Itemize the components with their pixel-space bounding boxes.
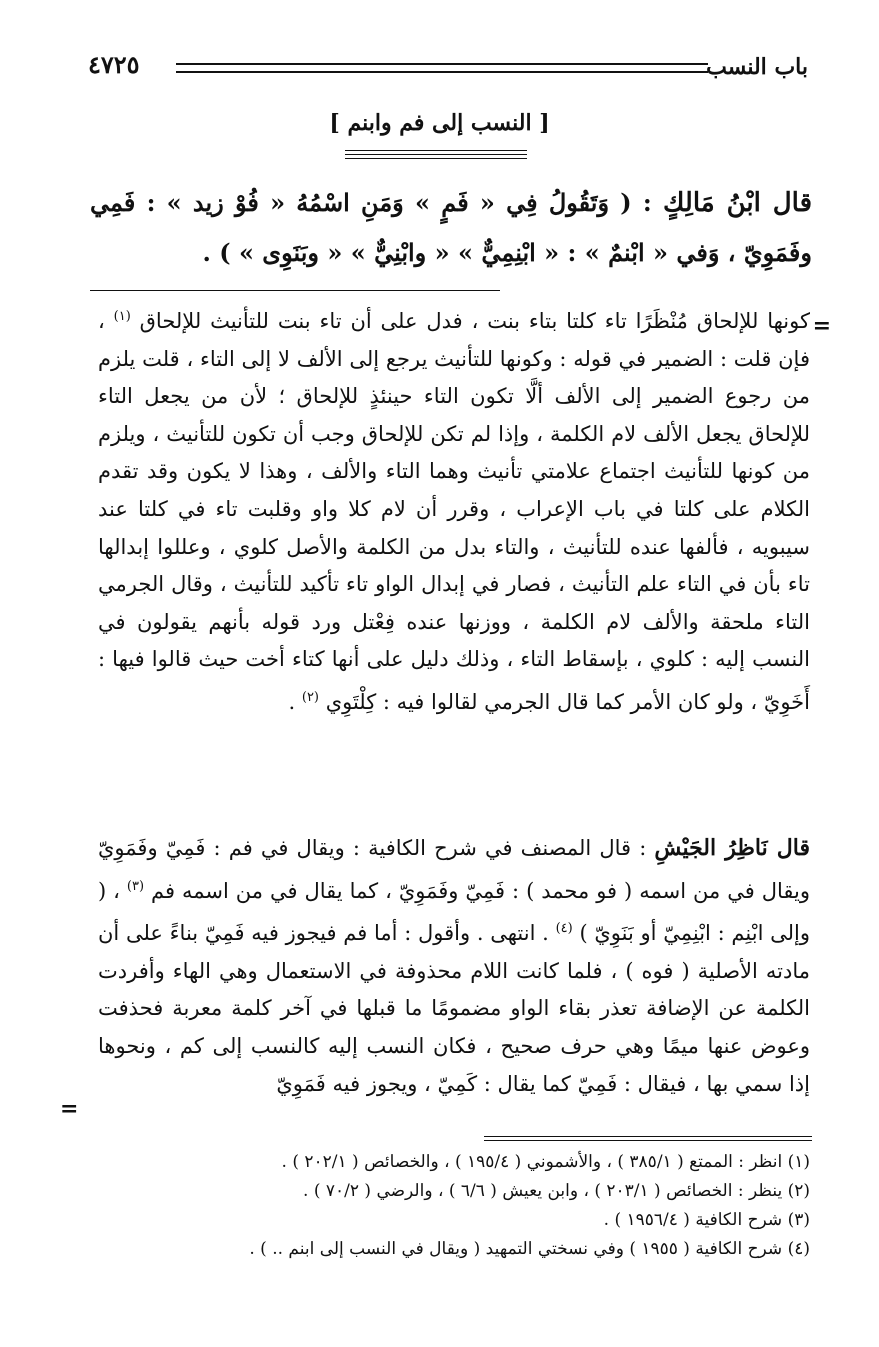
continuation-mark-bottom: = — [60, 1096, 79, 1122]
paragraph-text: ، ( وإلى ابْنِم : ابْنِمِيّ أو بَنَوِيّ ) — [98, 878, 811, 946]
verse-separator-rule — [90, 290, 500, 291]
footnote-ref-4[interactable]: (٤) — [555, 921, 573, 937]
footnote-ref-1[interactable]: (١) — [113, 309, 131, 324]
chapter-title: باب النسب — [706, 54, 808, 80]
verse-text: : ( وَتَقُولُ فِي « فَمٍ » وَمَنِ اسْمُهُ « فُوْ زيد » : فَمِي وفَمَوِيّ ، وَفي « ابْنمٌ » : « ابْنِمِيٌّ » « وابْنِيٌّ » « وبَنَوِى » ) . — [90, 188, 812, 267]
section-title-rules — [345, 150, 527, 162]
verse-author: قال ابْنُ مَالِكٍ — [662, 188, 813, 218]
paragraph-text: ، فإن قلت : الضمير في قوله : وكونها للتأنيث يرجع إلى الألف لا إلى التاء ، قلت يلزم من رجوع الضمير إلى الألف ألَّا تكون التاء حينئذٍ للإلحاق ؛ لأن من يجعل التاء للإلحاق يجعل الألف لام الكلمة ، وإذا لم تكن للإلحاق وجب أن تكون للتأنيث ، ويلزم من كونها للتأنيث اجتماع علامتي تأنيث وهما التاء والألف ، وهذا لا يكون وقد تقدم الكلام على كلتا في باب الإعراب ، وقرر أن لام كلا واو وقلبت تاء في كلتا عند سيبويه ، فألفها عنده للتأنيث ، والتاء بدل من الكلمة والأصل كلوي ، وعللوا إبدالها تاء بأن في التاء علم التأنيث ، فصار في إبدال الواو تاء تأكيد للتأنيث ، وقال الجرمي التاء ملحقة والألف لام الكلمة ، ووزنها عنده فِعْتل ورد قوله بأنهم يقولون في النسب إليه : كلوي ، بإسقاط التاء ، وذلك دليل على أنها كتاء أخت حيث قالوا فيها : أَخَوِيّ ، ولو كان الأمر كما قال الجرمي لقالوا فيه : كِلْتَوِي — [98, 309, 810, 714]
header-double-rule — [176, 63, 708, 73]
commentary-paragraph-1 — [98, 298, 810, 722]
footnote-4: (٤) شرح الكافية ( ١٩٥٥ ) وفي نسختي التمهيد ( ويقال في النسب إلى ابنم .. ) . — [249, 1239, 810, 1259]
paragraph-text: . انتهى . وأقول : أما فم فيجوز فيه فَمِيّ بناءً على أن مادته الأصلية ( فوه ) ، فلما كانت اللام محذوفة في الاستعمال وهي الهاء وأفردت الكلمة عن الإضافة تعذر بقاء الواو مضمومًا ما قبلها في آخر كلمة معربة فحذفت وعوض عنها ميمًا وهي حرف صحيح ، فكان النسب إليه كالنسب إلى كم ، ونحوها إذا سمي بها ، فيقال : فَمِيّ كما يقال : كَمِيّ ، ويجوز فيه فَمَوِيّ — [98, 921, 810, 1096]
verse-block — [90, 178, 812, 278]
continuation-mark-top: = — [812, 313, 831, 339]
paragraph-text: كونها للإلحاق مُنْظَرًا تاء كلتا بتاء بنت ، فدل على أن تاء بنت للتأنيث للإلحاق — [139, 309, 810, 333]
commentary-paragraph-2 — [98, 830, 810, 1103]
page-number: ٤٧٢٥ — [88, 50, 140, 79]
footnote-ref-3[interactable]: (٣) — [126, 878, 145, 894]
footnotes — [150, 1148, 810, 1264]
footnote-1: (١) انظر : الممتع ( ٣٨٥/١ ) ، والأشموني ( ١٩٥/٤ ) ، والخصائص ( ٢٠٢/١ ) . — [281, 1152, 810, 1172]
footnote-ref-2[interactable]: (٢) — [301, 689, 319, 705]
commentator-name: قال نَاظِرُ الجَيْشِ — [654, 835, 810, 861]
footnote-separator — [484, 1136, 812, 1144]
running-header — [88, 50, 808, 84]
paragraph-text: . — [288, 689, 296, 714]
section-title: [ النسب إلى فم وابنم ] — [329, 110, 550, 136]
footnote-3: (٣) شرح الكافية ( ١٩٥٦/٤ ) . — [603, 1210, 810, 1230]
footnote-2: (٢) ينظر : الخصائص ( ٢٠٣/١ ) ، وابن يعيش ( ٦/٦ ) ، والرضي ( ٧٠/٢ ) . — [303, 1181, 810, 1201]
paragraph-text: : قال المصنف في شرح الكافية : ويقال في فم : فَمِيّ وفَمَوِيّ ويقال في من اسمه ( فو محمد ) : فَمِيّ وفَمَوِيّ ، كما يقال في من اسمه فم — [98, 836, 810, 903]
